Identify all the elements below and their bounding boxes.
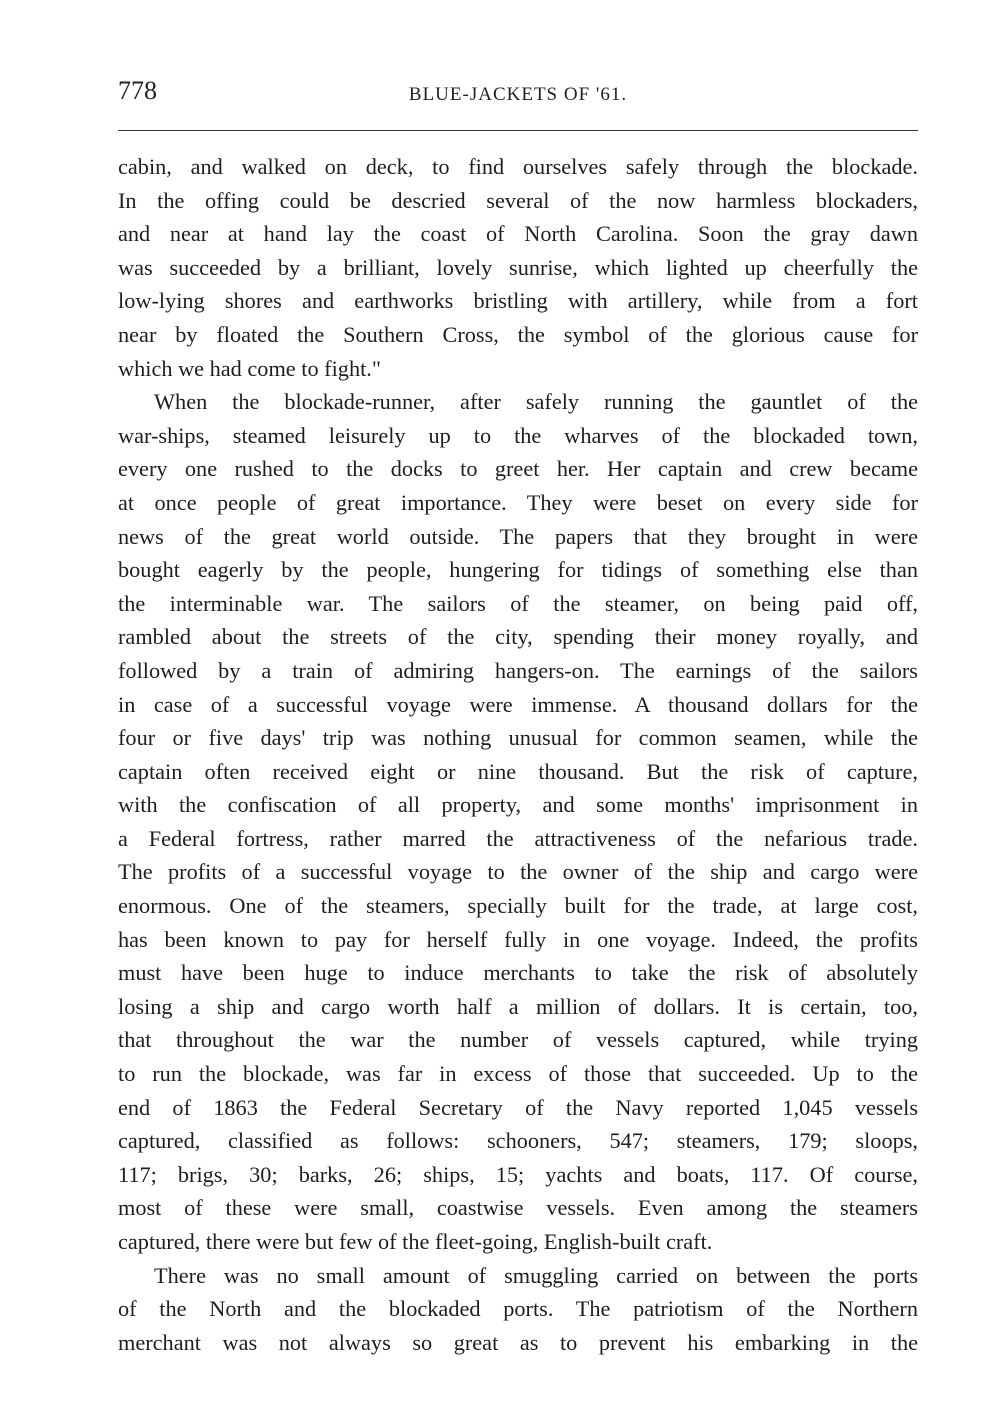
text-line: war-ships, steamed leisurely up to the wharves of the blockaded town, bbox=[118, 422, 918, 448]
paragraph-2 bbox=[118, 385, 918, 1258]
header-rule bbox=[118, 130, 918, 131]
text-line: cabin, and walked on deck, to find ourselves safely through the blockade. bbox=[118, 154, 918, 179]
text-line: was succeeded by a brilliant, lovely sunrise, which lighted up cheerfully the bbox=[118, 254, 918, 280]
text-line: When the blockade-runner, after safely running the gauntlet of the bbox=[154, 389, 918, 415]
text-line: every one rushed to the docks to greet her. Her captain and crew became bbox=[118, 456, 918, 482]
text-line: merchant was not always so great as to prevent his embarking in the bbox=[118, 1329, 918, 1355]
text-line: captured, there were but few of the fleet-going, English-built craft. bbox=[118, 1229, 713, 1254]
text-line: must have been huge to induce merchants to take the risk of absolutely bbox=[118, 960, 918, 986]
text-line: captain often received eight or nine thousand. But the risk of capture, bbox=[118, 758, 918, 784]
text-line: There was no small amount of smuggling carried on between the ports bbox=[154, 1262, 918, 1288]
text-line: captured, classified as follows: schooners, 547; steamers, 179; sloops, bbox=[118, 1128, 918, 1154]
text-line: most of these were small, coastwise vessels. Even among the steamers bbox=[118, 1195, 918, 1221]
text-line: enormous. One of the steamers, specially built for the trade, at large cost, bbox=[118, 893, 918, 919]
text-line: In the offing could be descried several of the now harmless blockaders, bbox=[118, 187, 918, 213]
text-line: the interminable war. The sailors of the steamer, on being paid off, bbox=[118, 590, 918, 616]
text-line: near by floated the Southern Cross, the symbol of the glorious cause for bbox=[118, 321, 918, 347]
running-title: BLUE-JACKETS OF '61. bbox=[408, 84, 628, 105]
paragraph-1 bbox=[118, 150, 918, 385]
text-line: at once people of great importance. They were beset on every side for bbox=[118, 489, 918, 515]
text-line: to run the blockade, was far in excess of those that succeeded. Up to the bbox=[118, 1061, 918, 1087]
text-line: bought eagerly by the people, hungering for tidings of something else than bbox=[118, 557, 918, 583]
text-line: which we had come to fight." bbox=[118, 355, 381, 381]
text-line: followed by a train of admiring hangers-on. The earnings of the sailors bbox=[118, 657, 918, 683]
text-line: with the confiscation of all property, and some months' imprisonment in bbox=[118, 792, 918, 818]
page-number: 778 bbox=[118, 76, 157, 105]
text-line: has been known to pay for herself fully in one voyage. Indeed, the profits bbox=[118, 926, 918, 952]
text-line: and near at hand lay the coast of North Carolina. Soon the gray dawn bbox=[118, 221, 918, 247]
text-line: 117; brigs, 30; barks, 26; ships, 15; yachts and boats, 117. Of course, bbox=[118, 1161, 918, 1187]
running-head bbox=[118, 72, 918, 112]
text-line: of the North and the blockaded ports. The patriotism of the Northern bbox=[118, 1296, 918, 1322]
text-line: in case of a successful voyage were immense. A thousand dollars for the bbox=[118, 691, 918, 717]
paragraph-3 bbox=[118, 1259, 918, 1360]
text-line: news of the great world outside. The papers that they brought in were bbox=[118, 523, 918, 549]
text-line: end of 1863 the Federal Secretary of the Navy reported 1,045 vessels bbox=[118, 1094, 918, 1120]
text-line: a Federal fortress, rather marred the attractiveness of the nefarious trade. bbox=[118, 825, 918, 851]
text-line: low-lying shores and earthworks bristling with artillery, while from a fort bbox=[118, 288, 918, 314]
body-text bbox=[118, 150, 918, 1359]
text-line: rambled about the streets of the city, spending their money royally, and bbox=[118, 624, 918, 650]
text-line: that throughout the war the number of vessels captured, while trying bbox=[118, 1027, 918, 1053]
text-line: losing a ship and cargo worth half a million of dollars. It is certain, too, bbox=[118, 993, 918, 1019]
text-line: The profits of a successful voyage to the owner of the ship and cargo were bbox=[118, 859, 918, 885]
text-line: four or five days' trip was nothing unusual for common seamen, while the bbox=[118, 725, 918, 751]
